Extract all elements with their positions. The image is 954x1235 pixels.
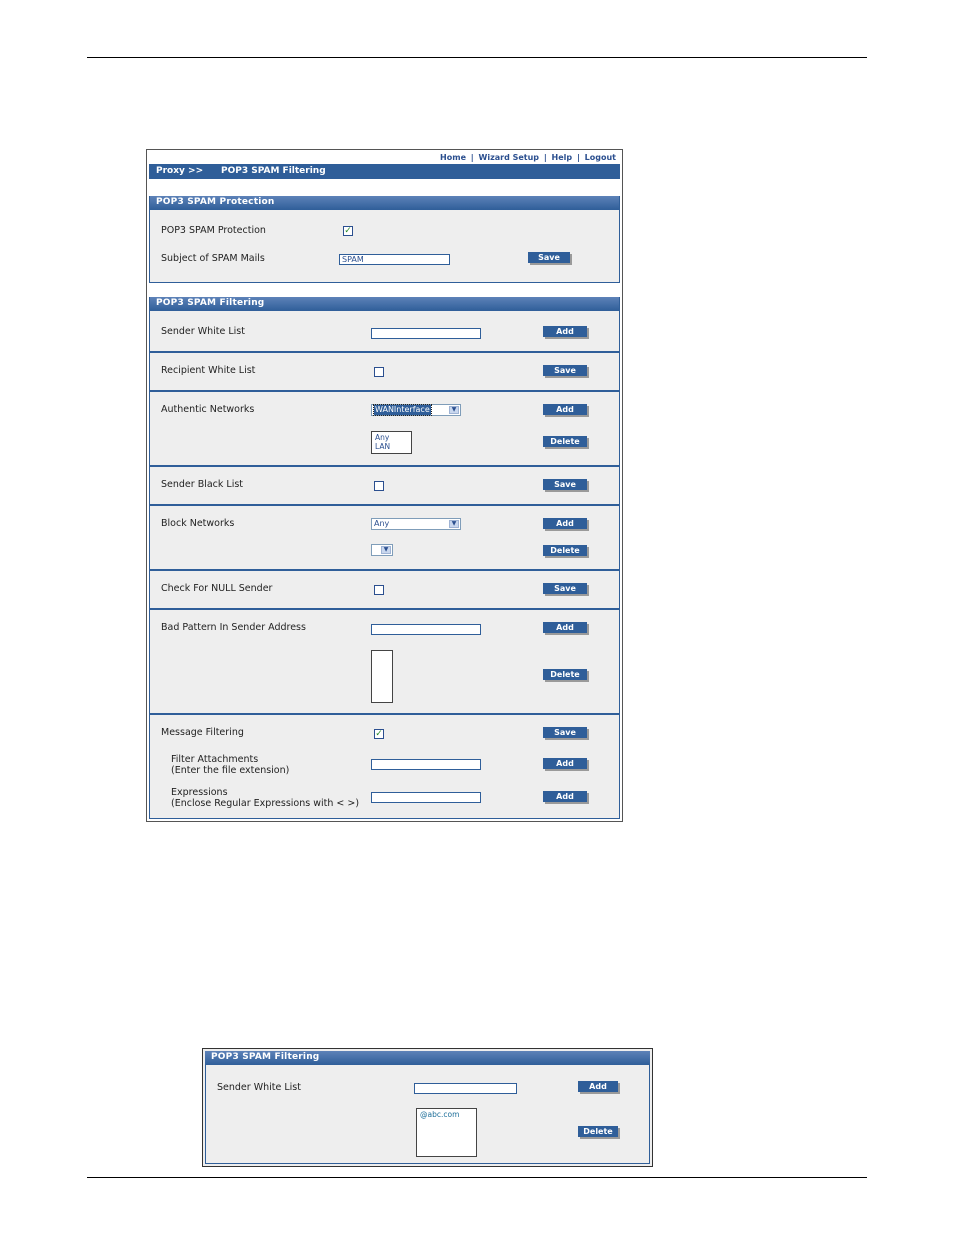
- filtering-section-title: POP3 SPAM Filtering: [156, 298, 265, 308]
- page-top-rule: [87, 57, 867, 58]
- chevron-down-icon[interactable]: ▼: [449, 406, 459, 414]
- filter-attachments-add-button[interactable]: Add: [543, 758, 587, 769]
- sender-black-list-checkbox[interactable]: [374, 481, 384, 491]
- spam-protection-label: POP3 SPAM Protection: [161, 225, 266, 236]
- recipient-white-save-button[interactable]: Save: [543, 365, 587, 376]
- nav-separator: |: [543, 153, 547, 162]
- nav-help-link[interactable]: Help: [551, 153, 573, 162]
- example-sender-white-input[interactable]: [414, 1083, 517, 1094]
- protection-section-header: [150, 196, 619, 210]
- sender-white-list-label: Sender White List: [161, 326, 245, 337]
- block-networks-delete-button[interactable]: Delete: [543, 545, 587, 556]
- authentic-networks-list[interactable]: [371, 431, 412, 454]
- bad-pattern-delete-button[interactable]: Delete: [543, 669, 587, 680]
- row-divider: [150, 390, 619, 392]
- message-filtering-checkbox[interactable]: ✓: [375, 729, 383, 739]
- example-section-title: POP3 SPAM Filtering: [211, 1052, 320, 1062]
- example-sender-white-label: Sender White List: [217, 1082, 301, 1093]
- block-networks-add-button[interactable]: Add: [543, 518, 587, 529]
- sender-black-list-label: Sender Black List: [161, 479, 244, 490]
- bad-pattern-input[interactable]: [371, 624, 481, 635]
- expressions-title: Expressions: [171, 787, 228, 798]
- page-title: POP3 SPAM Filtering: [221, 166, 326, 176]
- sender-white-add-button[interactable]: Add: [543, 326, 587, 337]
- list-item[interactable]: LAN: [375, 442, 391, 451]
- sender-black-save-button[interactable]: Save: [543, 479, 587, 490]
- protection-section: [149, 196, 620, 283]
- protection-section-title: POP3 SPAM Protection: [156, 197, 275, 207]
- breadcrumb-proxy[interactable]: Proxy >>: [156, 166, 204, 176]
- expressions-label: [171, 787, 359, 809]
- example-sender-white-list[interactable]: [416, 1108, 477, 1157]
- filter-attachments-input[interactable]: [371, 759, 481, 770]
- null-sender-save-button[interactable]: Save: [543, 583, 587, 594]
- filtering-section: [149, 297, 620, 819]
- chevron-down-icon[interactable]: ▼: [381, 546, 391, 554]
- filtering-section-header: [150, 297, 619, 311]
- protection-save-button[interactable]: Save: [528, 252, 570, 263]
- top-nav: [440, 153, 616, 162]
- authentic-networks-delete-button[interactable]: Delete: [543, 436, 587, 447]
- filter-attachments-label: [171, 754, 289, 776]
- block-networks-selected: Any: [374, 519, 390, 528]
- authentic-networks-select[interactable]: [371, 404, 461, 416]
- recipient-white-list-checkbox[interactable]: [374, 367, 384, 377]
- breadcrumb: [149, 164, 620, 179]
- nav-wizard-setup-link[interactable]: Wizard Setup: [478, 153, 540, 162]
- block-networks-label: Block Networks: [161, 518, 235, 529]
- message-filtering-label: Message Filtering: [161, 727, 244, 738]
- page-bottom-rule: [87, 1177, 867, 1178]
- example-delete-button[interactable]: Delete: [578, 1126, 618, 1137]
- row-divider: [150, 608, 619, 610]
- expressions-hint: (Enclose Regular Expressions with < >): [171, 798, 360, 809]
- chevron-down-icon[interactable]: ▼: [449, 520, 459, 528]
- bad-pattern-list[interactable]: [371, 650, 393, 703]
- pop3-spam-filtering-screenshot: [146, 149, 623, 822]
- example-add-button[interactable]: Add: [578, 1081, 618, 1092]
- block-networks-list-select[interactable]: [371, 544, 393, 556]
- example-section-header: [205, 1051, 650, 1065]
- null-sender-checkbox[interactable]: [374, 585, 384, 595]
- list-item[interactable]: @abc.com: [420, 1110, 460, 1119]
- null-sender-label: Check For NULL Sender: [161, 583, 273, 594]
- expressions-add-button[interactable]: Add: [543, 791, 587, 802]
- row-divider: [150, 465, 619, 467]
- row-divider: [150, 713, 619, 715]
- bad-pattern-add-button[interactable]: Add: [543, 622, 587, 633]
- sender-white-list-example-screenshot: [202, 1048, 653, 1167]
- bad-pattern-label: Bad Pattern In Sender Address: [161, 622, 306, 633]
- authentic-networks-label: Authentic Networks: [161, 404, 255, 415]
- authentic-networks-selected: WANInterface: [375, 405, 430, 414]
- spam-protection-checkbox[interactable]: ✓: [344, 226, 352, 236]
- nav-separator: |: [576, 153, 580, 162]
- block-networks-select[interactable]: [371, 518, 461, 530]
- nav-logout-link[interactable]: Logout: [584, 153, 616, 162]
- sender-white-list-input[interactable]: [371, 328, 481, 339]
- filter-attachments-hint: (Enter the file extension): [171, 765, 290, 776]
- row-divider: [150, 351, 619, 353]
- subject-spam-label: Subject of SPAM Mails: [161, 253, 265, 264]
- nav-home-link[interactable]: Home: [440, 153, 466, 162]
- expressions-input[interactable]: [371, 792, 481, 803]
- message-filtering-save-button[interactable]: Save: [543, 727, 587, 738]
- list-item[interactable]: Any: [375, 433, 390, 442]
- row-divider: [150, 504, 619, 506]
- filter-attachments-title: Filter Attachments: [171, 754, 259, 765]
- row-divider: [150, 569, 619, 571]
- subject-spam-input[interactable]: SPAM: [339, 254, 450, 265]
- recipient-white-list-label: Recipient White List: [161, 365, 256, 376]
- nav-separator: |: [470, 153, 474, 162]
- authentic-networks-add-button[interactable]: Add: [543, 404, 587, 415]
